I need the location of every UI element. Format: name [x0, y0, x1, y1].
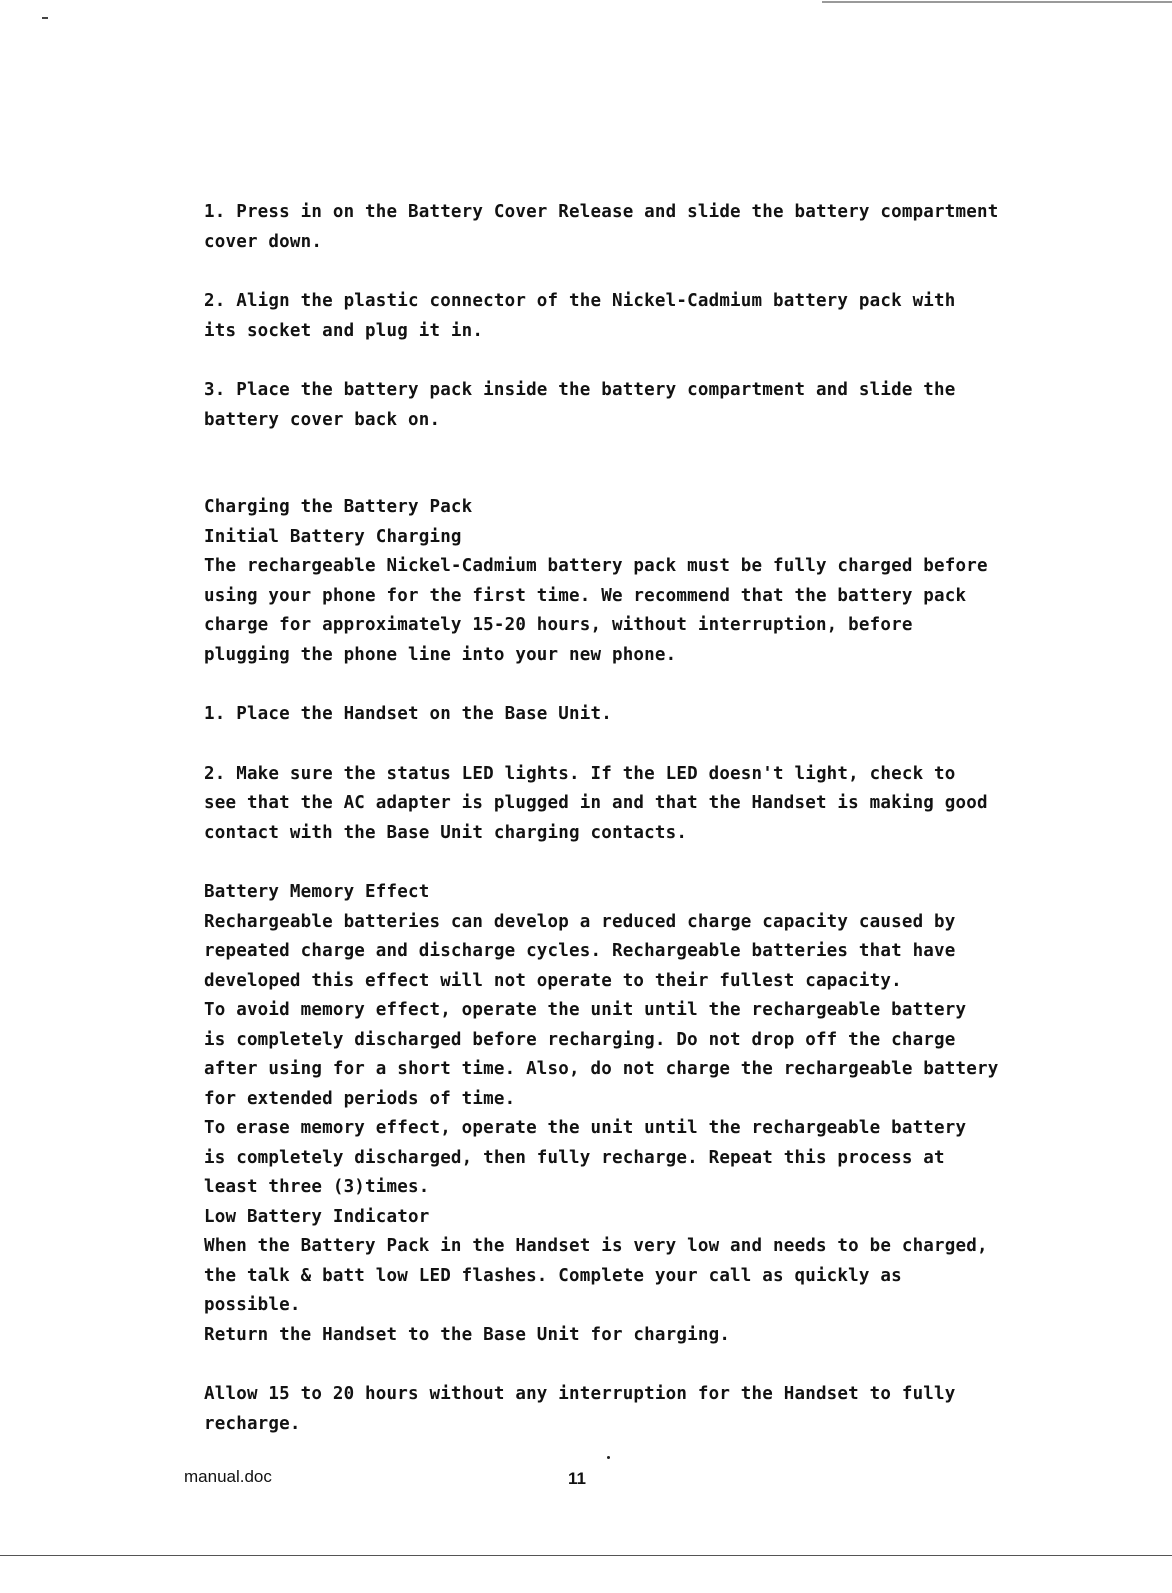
memory-effect-para-2: To avoid memory effect, operate the unit until the rechargeable battery is completely discharged before recharging. Do not drop off the charge after using for a short time. Also, do not charge the rechargeable battery for extended periods of time. [204, 1000, 999, 1109]
scan-speck [607, 1456, 610, 1459]
low-battery-para: When the Battery Pack in the Handset is very low and needs to be charged, the talk & batt low LED flashes. Complete your call as quickly as possible. Return the Handset to the Base Unit for charging. [204, 1236, 988, 1345]
scan-edge-bottom [0, 1555, 1172, 1556]
charging-intro: The rechargeable Nickel-Cadmium battery pack must be fully charged before using your phone for the first time. We recommend that the battery pack charge for approximately 15-20 hours, without interruption, before plugging the phone line into your new phone. [204, 556, 988, 665]
scan-mark [42, 17, 48, 19]
scan-edge-top [822, 1, 1172, 3]
footer-filename: manual.doc [184, 1467, 272, 1486]
charging-step-1: 1. Place the Handset on the Base Unit. [204, 704, 612, 724]
initial-charging-subheading: Initial Battery Charging [204, 526, 462, 547]
memory-effect-para-1: Rechargeable batteries can develop a reduced charge capacity caused by repeated charge and discharge cycles. Rechargeable batteries that have developed this effect will not operate to their fullest capacity. [204, 911, 956, 991]
memory-effect-para-3: To erase memory effect, operate the unit until the rechargeable battery is completely discharged, then fully recharge. Repeat this process at least three (3)times. [204, 1118, 967, 1197]
recharge-note: Allow 15 to 20 hours without any interruption for the Handset to fully recharge. [204, 1384, 956, 1434]
memory-effect-heading: Battery Memory Effect [204, 882, 430, 902]
charging-step-2: 2. Make sure the status LED lights. If the LED doesn't light, check to see that the AC adapter is plugged in and that the Handset is making good contact with the Base Unit charging contacts. [204, 763, 988, 843]
install-step-1: 1. Press in on the Battery Cover Release and slide the battery compartment cover down. [204, 202, 999, 252]
page-number: 11 [568, 1469, 586, 1488]
low-battery-heading: Low Battery Indicator [204, 1206, 430, 1227]
document-body [204, 198, 1004, 1439]
install-step-3: 3. Place the battery pack inside the battery compartment and slide the battery cover back on. [204, 380, 956, 430]
install-step-2: 2. Align the plastic connector of the Nickel-Cadmium battery pack with its socket and plug it in. [204, 291, 956, 341]
charging-heading: Charging the Battery Pack [204, 497, 473, 517]
